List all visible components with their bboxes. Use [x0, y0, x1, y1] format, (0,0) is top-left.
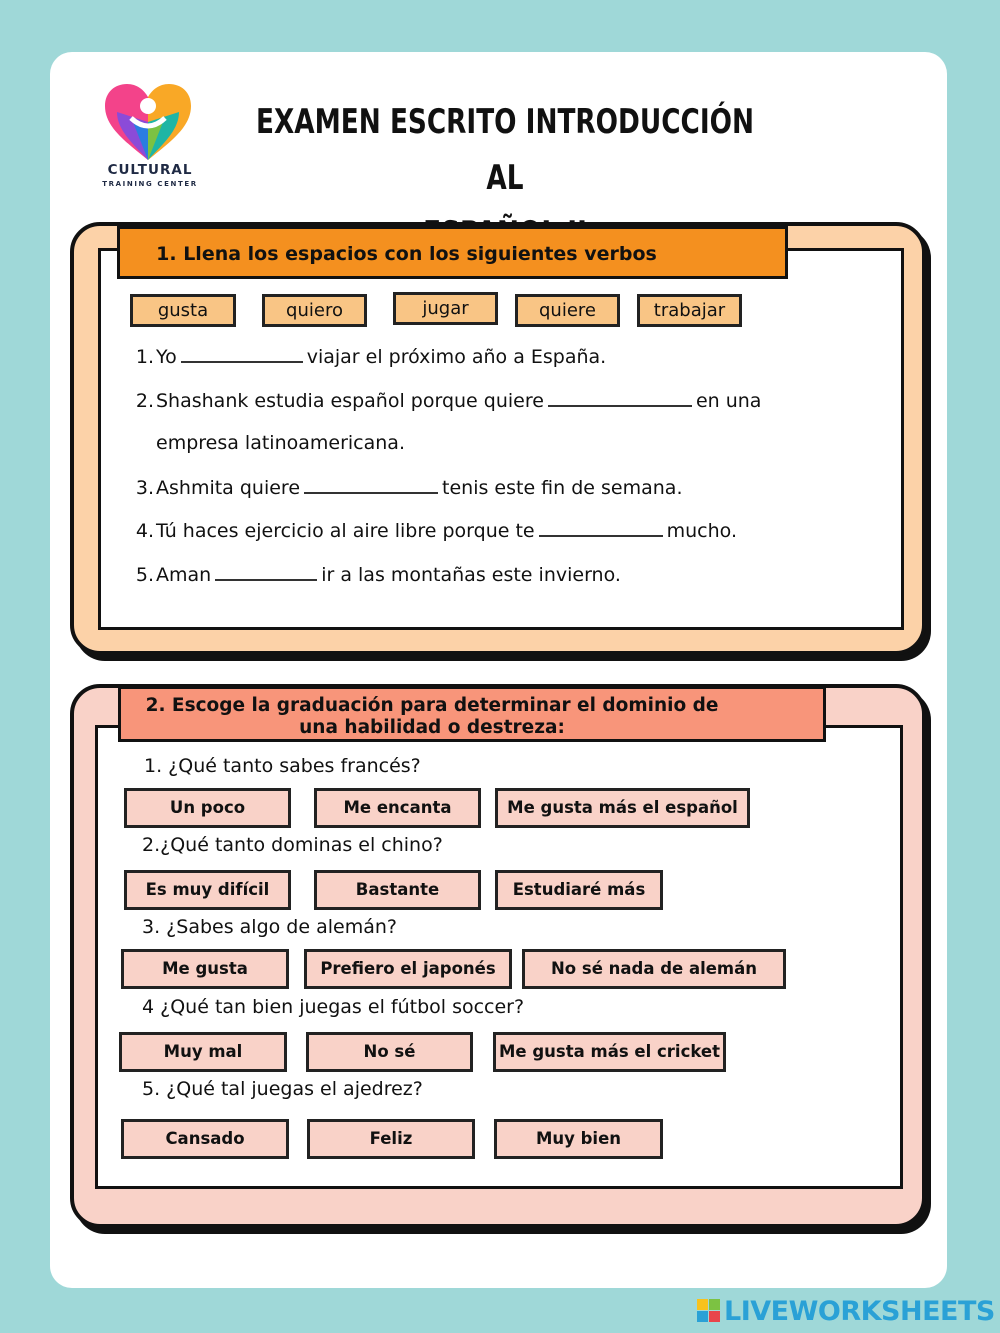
answer-blank-1[interactable] — [181, 345, 303, 363]
sentence-number: 5. — [135, 564, 154, 586]
question-2: 2.¿Qué tanto dominas el chino? — [142, 834, 443, 856]
verb-chip[interactable]: trabajar — [637, 294, 742, 327]
option-button[interactable]: No sé nada de alemán — [522, 949, 786, 989]
option-button[interactable]: Muy mal — [119, 1032, 287, 1072]
logo — [95, 82, 205, 194]
option-button[interactable]: Estudiaré más — [495, 870, 663, 910]
verb-chip[interactable]: jugar — [393, 292, 498, 325]
sentence-5 — [132, 563, 621, 586]
option-button[interactable]: Feliz — [307, 1119, 475, 1159]
liveworksheets-brand — [697, 1296, 995, 1330]
sentence-1 — [132, 345, 606, 368]
sentence-text: viajar el próximo año a España. — [306, 346, 607, 368]
section-2-heading-line-1: 2. Escoge la graduación para determinar el dominio de — [145, 695, 719, 716]
sentence-text: mucho. — [666, 520, 737, 542]
option-button[interactable]: Un poco — [124, 788, 291, 828]
sentence-text: Yo — [156, 346, 177, 368]
sentence-text: Shashank estudia español porque quiere — [156, 390, 544, 412]
sentence-number: 3. — [135, 477, 154, 499]
sentence-text: Tú haces ejercicio al aire libre porque te — [156, 520, 535, 542]
sentence-text: Aman — [156, 564, 212, 586]
option-button[interactable]: Cansado — [121, 1119, 289, 1159]
option-button[interactable]: Bastante — [314, 870, 481, 910]
sentence-number: 1. — [135, 346, 154, 368]
logo-name: CULTURAL — [107, 162, 193, 178]
sentence-text: en una — [695, 390, 762, 412]
verb-chip[interactable]: gusta — [130, 294, 236, 327]
section-2-heading-line-2: una habilidad o destreza: — [299, 717, 565, 738]
question-3: 3. ¿Sabes algo de alemán? — [142, 916, 397, 938]
verb-chip[interactable]: quiere — [515, 294, 620, 327]
option-button[interactable]: Me gusta más el cricket — [493, 1032, 726, 1072]
answer-blank-4[interactable] — [539, 519, 663, 537]
option-button[interactable]: Prefiero el japonés — [304, 949, 512, 989]
question-1: 1. ¿Qué tanto sabes francés? — [144, 755, 421, 777]
option-button[interactable]: Es muy difícil — [124, 870, 291, 910]
title-line-1: EXAMEN ESCRITO INTRODUCCIÓN AL — [256, 102, 754, 198]
verb-chip[interactable]: quiero — [262, 294, 367, 327]
sentence-2-continued — [132, 432, 405, 454]
brand-name: LIVEWORKSHEETS — [724, 1296, 995, 1327]
option-button[interactable]: Muy bien — [494, 1119, 663, 1159]
question-4: 4 ¿Qué tan bien juegas el fútbol soccer? — [142, 996, 525, 1018]
section-1-heading: 1. Llena los espacios con los siguientes verbos — [117, 226, 788, 279]
sentence-number: 4. — [135, 520, 154, 542]
option-button[interactable]: Me encanta — [314, 788, 481, 828]
question-5: 5. ¿Qué tal juegas el ajedrez? — [142, 1078, 423, 1100]
sentence-3 — [132, 476, 682, 499]
liveworksheets-logo-icon — [697, 1299, 721, 1323]
sentence-text: empresa latinoamericana. — [156, 432, 405, 454]
option-button[interactable]: Me gusta — [121, 949, 289, 989]
answer-blank-5[interactable] — [215, 563, 317, 581]
sentence-text: ir a las montañas este invierno. — [321, 564, 621, 586]
sentence-number: 2. — [135, 390, 154, 412]
heart-logo-icon — [103, 82, 193, 162]
sentence-text: tenis este fin de semana. — [442, 477, 683, 499]
sentence-4 — [132, 519, 737, 542]
option-button[interactable]: Me gusta más el español — [495, 788, 750, 828]
sentence-2 — [132, 389, 761, 412]
option-button[interactable]: No sé — [306, 1032, 473, 1072]
answer-blank-3[interactable] — [304, 476, 438, 494]
logo-subtitle: TRAINING CENTER — [102, 180, 198, 188]
section-2-heading — [118, 686, 826, 742]
sentence-text: Ashmita quiere — [156, 477, 301, 499]
answer-blank-2[interactable] — [548, 389, 692, 407]
